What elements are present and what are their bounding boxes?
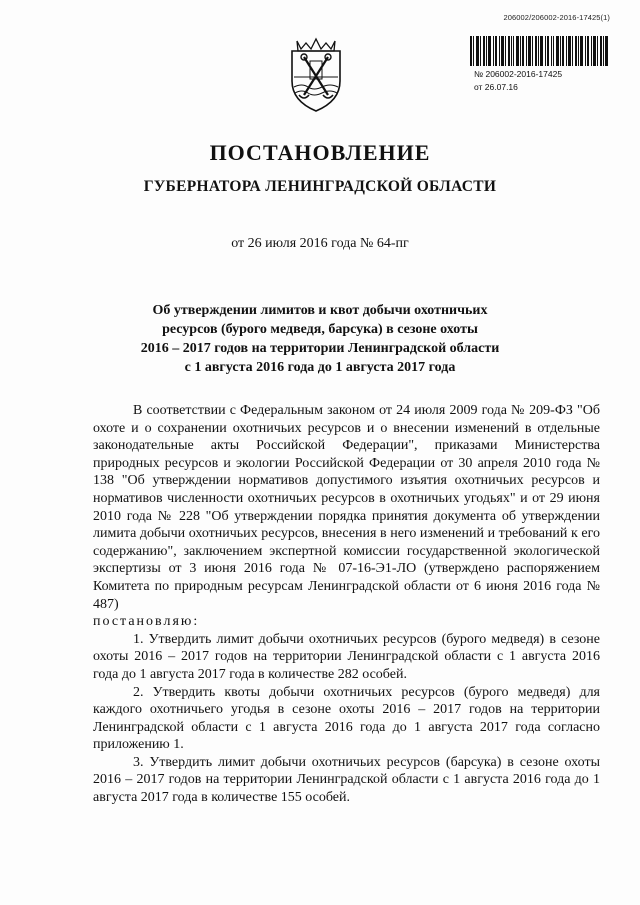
registration-number: № 206002-2016-17425 bbox=[474, 69, 563, 79]
barcode-icon bbox=[470, 36, 608, 66]
document-body bbox=[93, 402, 600, 807]
document-issuer: ГУБЕРНАТОРА ЛЕНИНГРАДСКОЙ ОБЛАСТИ bbox=[143, 178, 497, 195]
coat-of-arms-icon bbox=[288, 37, 344, 113]
subject-line: 2016 – 2017 годов на территории Ленинградской области bbox=[140, 341, 500, 356]
decree-item: 3. Утвердить лимит добычи охотничьих ресурсов (барсука) в сезоне охоты 2016 – 2017 годов на территории Ленинградской области с 1 августа 2016 года до 1 августа 2017 года в количестве 155 особей. bbox=[93, 754, 600, 806]
subject-line: с 1 августа 2016 года до 1 августа 2017 года bbox=[184, 360, 456, 375]
document-subject bbox=[100, 301, 540, 377]
subject-line: Об утверждении лимитов и квот добычи охотничьих bbox=[152, 303, 488, 318]
decree-item: 1. Утвердить лимит добычи охотничьих ресурсов (бурого медведя) в сезоне охоты 2016 – 2017 годов на территории Ленинградской области с 1 августа 2016 года до 1 августа 2017 года в количестве 282 особей. bbox=[93, 631, 600, 682]
document-title: ПОСТАНОВЛЕНИЕ bbox=[209, 140, 431, 165]
registration-block bbox=[474, 68, 562, 94]
decree-item: 2. Утвердить квоты добычи охотничьих ресурсов (бурого медведя) для каждого охотничьего угодья в сезоне охоты 2016 – 2017 годов на территории Ленинградской области с 1 августа 2016 года до 1 августа 2017 года согласно приложению 1. bbox=[93, 684, 600, 753]
document-date-number: от 26 июля 2016 года № 64-пг bbox=[231, 236, 409, 251]
subject-line: ресурсов (бурого медведя, барсука) в сезоне охоты bbox=[162, 322, 478, 337]
preamble-paragraph: В соответствии с Федеральным законом от 24 июля 2009 года № 209-ФЗ "Об охоте и о сохранении охотничьих ресурсов и о внесении изменений в отдельные законодательные акты Российской Федерации", приказами Министерства природных ресурсов и экологии Российской Федерации от 30 апреля 2010 года № 138 "Об утверждении нормативов допустимого изъятия охотничьих ресурсов и нормативов численности охотничьих ресурсов в охотничьих угодьях" и от 29 июня 2010 года № 228 "Об утверждении порядка принятия документа об утверждении лимита добычи охотничьих ресурсов, внесения в него изменений и требований к его содержанию", заключением экспертной комиссии государственной экологической экспертизы от 3 июня 2016 года № 07-16-Э1-ЛО (утверждено распоряжением Комитета по природным ресурсам Ленинградской области от 6 июня 2016 года № 487) bbox=[93, 403, 600, 612]
decree-word: постановляю: bbox=[93, 614, 200, 630]
registration-date: от 26.07.16 bbox=[474, 82, 518, 92]
top-document-code: 206002/206002-2016-17425(1) bbox=[503, 13, 610, 22]
